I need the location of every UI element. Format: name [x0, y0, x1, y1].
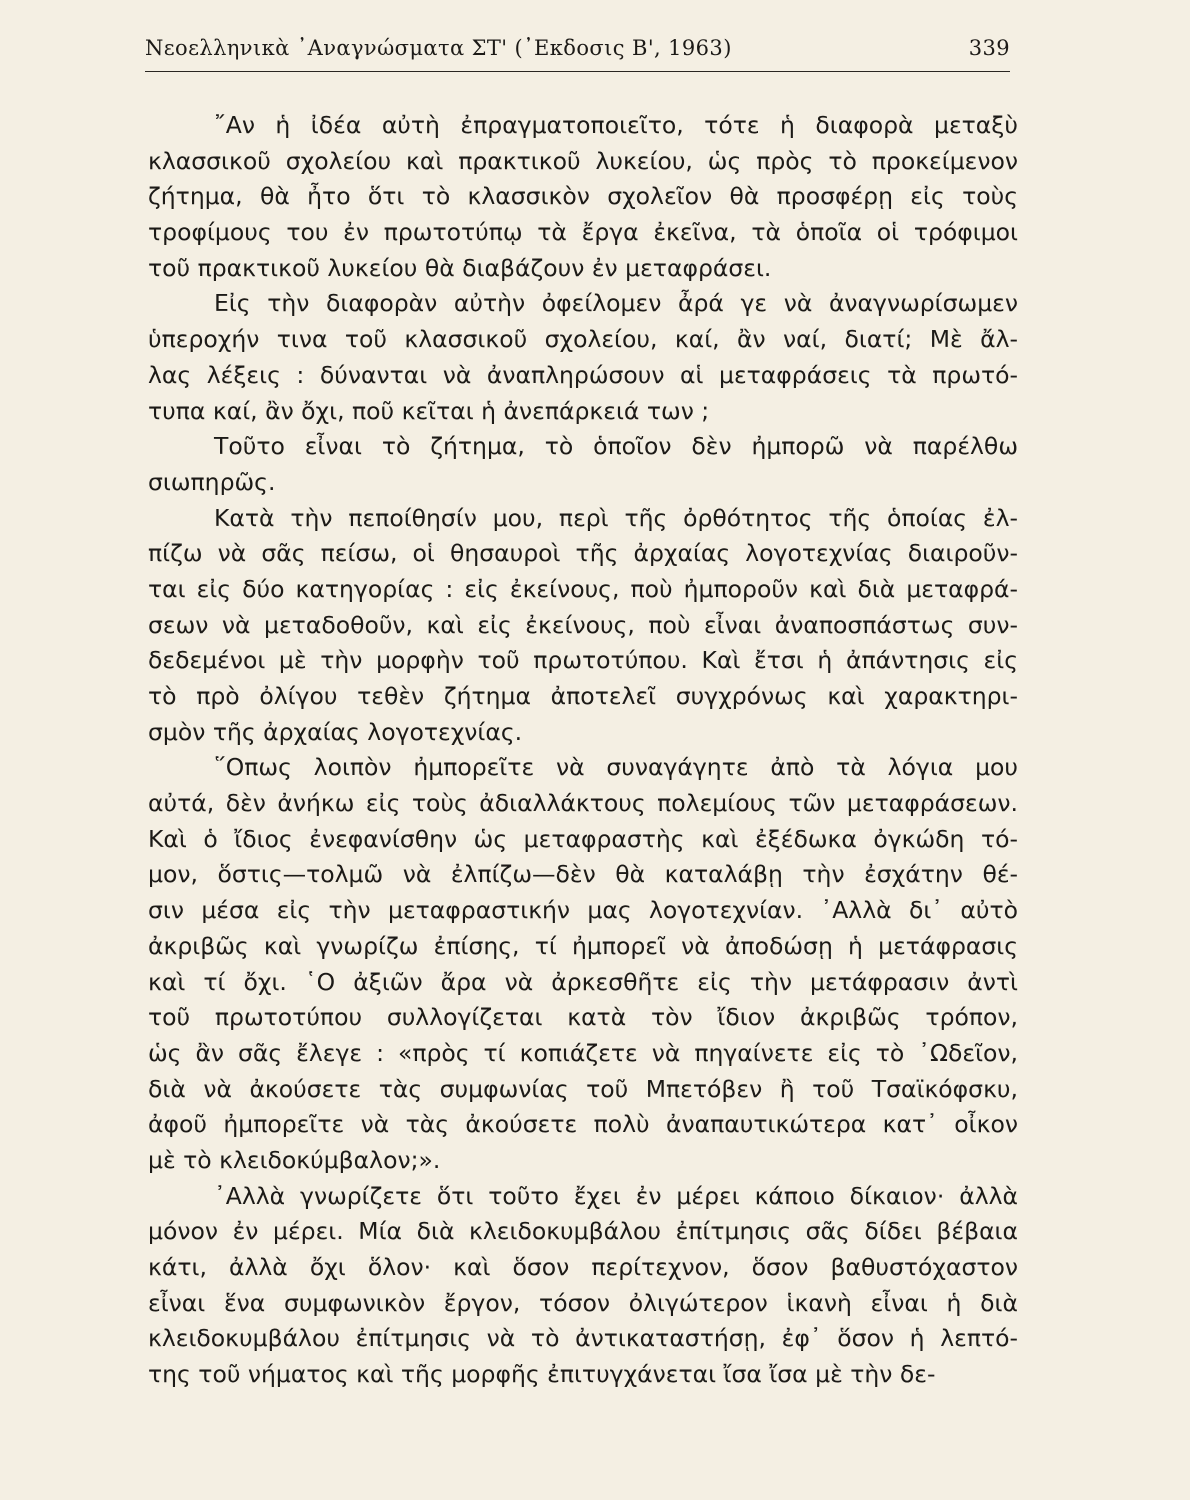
text-line: κάτι, ἀλλὰ ὄχι ὅλον· καὶ ὅσον περίτεχνον, ὅσον βαθυστόχαστον: [148, 1253, 1018, 1281]
text-line: σεων νὰ μεταδοθοῦν, καὶ εἰς ἐκείνους, ποὺ εἶναι ἀναποσπάστως συν-: [148, 610, 1018, 639]
text-line: ῎Αν ἡ ἰδέα αὐτὴ ἐπραγματοποιεῖτο, τότε ἡ διαφορὰ μεταξὺ: [214, 111, 1018, 139]
text-line: τὸ πρὸ ὀλίγου τεθὲν ζήτημα ἀποτελεῖ συγχρόνως καὶ χαρακτηρι-: [148, 682, 1018, 710]
paragraph: [148, 501, 1018, 751]
text-line: Εἰς τὴν διαφορὰν αὐτὴν ὀφείλομεν ἆρά γε νὰ ἀναγνωρίσωμεν: [214, 289, 1018, 318]
text-line: πίζω νὰ σᾶς πείσω, οἱ θησαυροὶ τῆς ἀρχαίας λογοτεχνίας διαιροῦν-: [148, 539, 1018, 568]
paragraph: [148, 286, 1018, 429]
text-line: διὰ νὰ ἀκούσετε τὰς συμφωνίας τοῦ Μπετόβεν ἢ τοῦ Τσαϊκόφσκυ,: [148, 1074, 1018, 1103]
text-line: εἶναι ἕνα συμφωνικὸν ἔργον, τόσον ὀλιγώτερον ἱκανὴ εἶναι ἡ διὰ: [148, 1288, 1018, 1317]
text-line: σιν μέσα εἰς τὴν μεταφραστικήν μας λογοτεχνίαν. ᾿Αλλὰ δι᾿ αὐτὸ: [148, 896, 1018, 925]
page-number: 339: [968, 36, 1010, 60]
text-line: σμὸν τῆς ἀρχαίας λογοτεχνίας.: [148, 717, 523, 746]
text-line: τοῦ πρακτικοῦ λυκείου θὰ διαβάζουν ἐν μεταφράσει.: [148, 253, 772, 282]
text-line: μὲ τὸ κλειδοκύμβαλον;».: [148, 1145, 441, 1174]
text-line: τροφίμους του ἐν πρωτοτύπῳ τὰ ἔργα ἐκεῖνα, τὰ ὁποῖα οἱ τρόφιμοι: [148, 218, 1018, 247]
text-line: δεδεμένοι μὲ τὴν μορφὴν τοῦ πρωτοτύπου. Καὶ ἔτσι ἡ ἀπάντησις εἰς: [148, 646, 1018, 675]
text-line: τυπα καί, ἂν ὄχι, ποῦ κεῖται ἡ ἀνεπάρκειά των ;: [148, 396, 710, 425]
running-head-title: Νεοελληνικὰ ᾿Αναγνώσματα ΣΤ' (᾿Εκδοσις Β', 1963): [145, 36, 732, 60]
text-line: αὐτά, δὲν ἀνήκω εἰς τοὺς ἀδιαλλάκτους πολεμίους τῶν μεταφράσεων.: [148, 789, 1018, 818]
text-line: τοῦ πρωτοτύπου συλλογίζεται κατὰ τὸν ἴδιον ἀκριβῶς τρόπον,: [148, 1003, 1018, 1032]
text-line: της τοῦ νήματος καὶ τῆς μορφῆς ἐπιτυγχάνεται ἴσα ἴσα μὲ τὴν δε-: [148, 1360, 936, 1389]
text-line: ᾿Αλλὰ γνωρίζετε ὅτι τοῦτο ἔχει ἐν μέρει κάποιο δίκαιον· ἀλλὰ: [214, 1181, 1018, 1210]
text-line: σιωπηρῶς.: [148, 467, 276, 496]
text-line: λας λέξεις : δύνανται νὰ ἀναπληρώσουν αἱ μεταφράσεις τὰ πρωτό-: [148, 360, 1018, 389]
text-line: κλειδοκυμβάλου ἐπίτμησις νὰ τὸ ἀντικαταστήσῃ, ἐφ᾿ ὅσον ἡ λεπτό-: [148, 1324, 1018, 1353]
text-line: μον, ὅστις—τολμῶ νὰ ἐλπίζω—δὲν θὰ καταλάβῃ τὴν ἐσχάτην θέ-: [148, 860, 1018, 889]
text-line: ὑπεροχήν τινα τοῦ κλασσικοῦ σχολείου, καί, ἂν ναί, διατί; Μὲ ἄλ-: [148, 325, 1018, 354]
text-line: ῞Οπως λοιπὸν ἠμπορεῖτε νὰ συναγάγητε ἀπὸ τὰ λόγια μου: [214, 753, 1018, 782]
text-line: ται εἰς δύο κατηγορίας : εἰς ἐκείνους, ποὺ ἠμποροῦν καὶ διὰ μεταφρά-: [148, 574, 1018, 603]
text-line: Τοῦτο εἶναι τὸ ζήτημα, τὸ ὁποῖον δὲν ἠμπορῶ νὰ παρέλθω: [214, 432, 1018, 461]
text-line: Καὶ ὁ ἴδιος ἐνεφανίσθην ὡς μεταφραστὴς καὶ ἐξέδωκα ὀγκώδη τό-: [148, 824, 1018, 853]
paragraph: [148, 750, 1018, 1178]
header-rule: [145, 71, 1010, 72]
running-head: [145, 36, 1010, 60]
paragraph: [148, 1179, 1018, 1393]
paragraph: [148, 429, 1018, 500]
text-line: ἀκριβῶς καὶ γνωρίζω ἐπίσης, τί ἠμπορεῖ νὰ ἀποδώσῃ ἡ μετάφρασις: [148, 931, 1018, 960]
text-line: καὶ τί ὄχι. ῾Ο ἀξιῶν ἄρα νὰ ἀρκεσθῆτε εἰς τὴν μετάφρασιν ἀντὶ: [148, 967, 1018, 996]
body-text: [148, 108, 1018, 1393]
paragraph: [148, 108, 1018, 286]
text-line: ζήτημα, θὰ ἦτο ὅτι τὸ κλασσικὸν σχολεῖον θὰ προσφέρῃ εἰς τοὺς: [148, 182, 1018, 211]
text-line: ὡς ἂν σᾶς ἔλεγε : «πρὸς τί κοπιάζετε νὰ πηγαίνετε εἰς τὸ ᾿Ωδεῖον,: [148, 1038, 1018, 1067]
text-line: κλασσικοῦ σχολείου καὶ πρακτικοῦ λυκείου, ὡς πρὸς τὸ προκείμενον: [148, 146, 1018, 175]
text-line: Κατὰ τὴν πεποίθησίν μου, περὶ τῆς ὀρθότητος τῆς ὁποίας ἐλ-: [214, 503, 1018, 532]
text-line: ἀφοῦ ἠμπορεῖτε νὰ τὰς ἀκούσετε πολὺ ἀναπαυτικώτερα κατ᾿ οἶκον: [148, 1110, 1018, 1139]
text-line: μόνον ἐν μέρει. Μία διὰ κλειδοκυμβάλου ἐπίτμησις σᾶς δίδει βέβαια: [148, 1217, 1018, 1246]
